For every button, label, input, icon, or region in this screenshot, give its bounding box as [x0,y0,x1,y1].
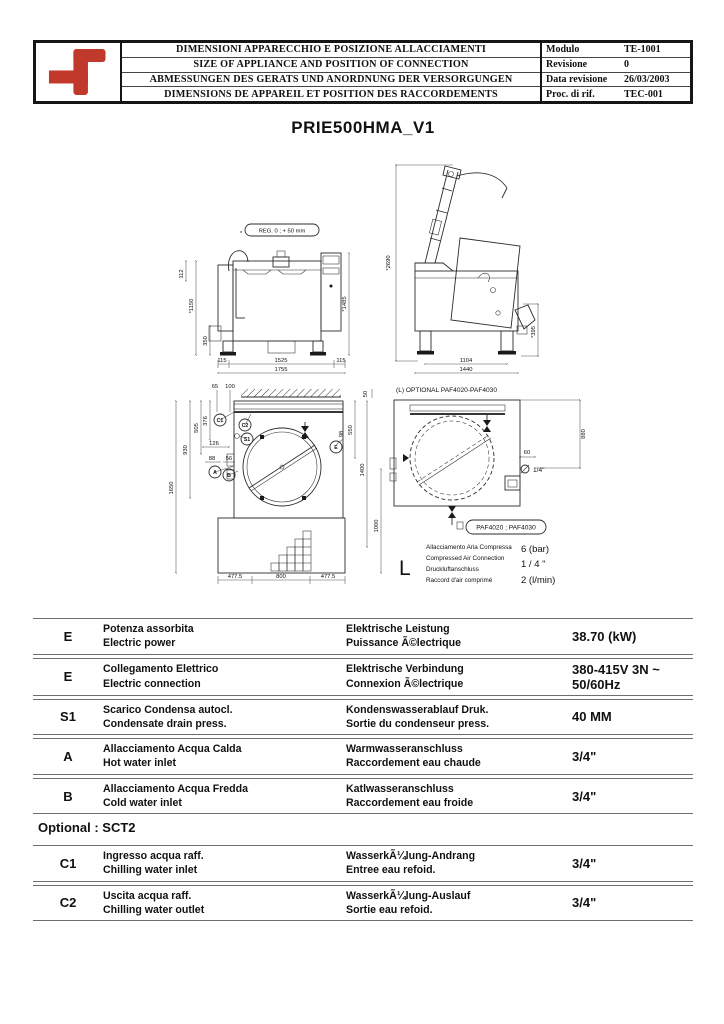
dim-1104: 1104 [459,358,473,364]
bottom-valve-icon [448,506,456,525]
dim-376: 376 [203,416,209,426]
dim-505: 505 [194,423,200,433]
dim-800: 800 [276,574,286,580]
spec-labels-it-en [103,849,346,878]
meta-value: TE-1001 [624,44,661,56]
spec-row-chill-inlet [33,845,693,882]
spec-table [33,618,693,817]
stirrer-arm [425,166,507,263]
label-fr: Entree eau refoid. [346,864,436,877]
spec-code: C1 [59,855,77,871]
air-valve-icon [403,414,491,462]
header-title-fr: DIMENSIONS DE APPAREIL ET POSITION DES RACCORDEMENTS [164,88,498,100]
label-en: Electric power [103,637,176,650]
label-it: Uscita acqua raff. [103,889,192,902]
dim-1755: 1755 [274,367,288,373]
dim-880: 880 [581,429,587,439]
meta-value: 26/03/2003 [624,73,670,85]
meta-value: 0 [624,59,629,71]
label-de: Kondenswasserablauf Druk. [346,703,489,716]
label-it: Allacciamento Acqua Fredda [103,782,249,795]
dim-1525: 1525 [274,358,288,364]
dim-350: 350 [203,336,209,346]
spec-labels-it-en [103,742,346,771]
optional-table [33,845,693,924]
connection-e: E [334,445,338,452]
meta-row-revisione [542,58,690,73]
label-it: Ingresso acqua raff. [103,850,204,862]
header-title-de: ABMESSUNGEN DES GERATS UND ANORDNUNG DER VERSORGUNGEN [122,73,540,88]
spec-labels-it-en [103,703,346,732]
spec-row-power [33,618,693,655]
spec-labels-de-fr [346,849,558,878]
label-fr: Connexion Ã©lectrique [346,678,464,691]
spec-labels-de-fr [346,662,558,692]
label-it: Scarico Condensa autocl. [103,703,233,716]
dim-1400: 1400 [360,463,366,477]
reg-note: REG. 0 ; + 50 mm [258,228,306,235]
air-code: L [399,557,411,580]
spec-labels-de-fr [346,703,558,732]
meta-row-proc [542,87,690,101]
label-it: Potenza assorbita [103,623,194,635]
staircase-grid [271,531,311,571]
connection-c1: C1 [216,418,224,425]
spec-code: A [63,748,73,764]
header-title-block [122,43,542,101]
meta-row-data-revisione [542,73,690,88]
spec-value: 3/4" [572,788,597,804]
spec-labels-it-en [103,622,346,651]
dim-477-right: 477.5 [320,574,336,580]
dim-100: 100 [225,384,235,390]
dim-1650: 1650 [169,481,175,495]
optional-section-heading: Optional : SCT2 [38,820,136,835]
label-fr: Raccordement eau froide [346,797,474,810]
label-fr: Sortie du condenseur press. [346,717,490,730]
air-label-de: Druckluftanschluss [426,566,479,573]
optional-plan-view [390,387,587,534]
label-de: Elektrische Leistung [346,623,450,635]
spec-value: 3/4" [572,895,597,911]
meta-row-modulo [542,43,690,58]
connection-s1: S1 [243,437,251,444]
spec-labels-it-en [103,662,346,692]
label-de: WasserkÃ¼lung-Auslauf [346,889,471,902]
spec-labels-de-fr [346,622,558,651]
label-fr: Raccordement eau chaude [346,757,481,770]
label-it: Collegamento Elettrico [103,662,219,675]
connection-c2: C2 [241,423,249,430]
dim-477-left: 477.5 [227,574,243,580]
spec-code: E [63,669,73,685]
spec-labels-de-fr [346,782,558,811]
spec-code: B [63,788,73,804]
spec-row-connection [33,658,693,696]
page-title: PRIE500HMA_V1 [291,118,435,137]
spec-row-cold-water [33,778,693,815]
label-en: Chilling water inlet [103,864,198,877]
meta-label: Proc. di rif. [546,88,595,100]
dim-65: 65 [211,384,219,390]
dim-1150: *1150 [189,298,195,314]
header-title-en: SIZE OF APPLIANCE AND POSITION OF CONNECTION [122,58,540,73]
firex-logo-shape [49,49,106,95]
spec-labels-it-en [103,889,346,918]
label-en: Condensate drain press. [103,717,227,730]
air-label-it: Allacciamento Aria Compressa [426,544,512,551]
label-de: Warmwasseranschluss [346,743,463,756]
dim-1000: 1000 [374,519,380,533]
dim-98: 98 [339,430,345,438]
paf-badge: PAF4020 ; PAF4030 [476,524,536,532]
connection-b: B [227,473,231,480]
dim-930: 930 [183,445,189,455]
dim-115-left: 115 [217,358,227,364]
spec-row-hot-water [33,738,693,775]
air-label-en: Compressed Air Connection [426,555,505,562]
meta-value: TEC-001 [624,88,663,100]
label-de: Katlwasseranschluss [346,782,454,795]
wall-hatch [241,389,341,397]
technical-drawing [33,158,693,598]
label-it: Allacciamento Acqua Calda [103,743,242,756]
spec-labels-de-fr [346,889,558,918]
label-en: Chilling water outlet [103,903,205,916]
air-value-pressure: 6 (bar) [521,544,549,555]
spec-value: 38.70 (kW) [572,628,637,644]
spec-code: E [63,628,73,644]
spec-row-chill-outlet [33,885,693,922]
plan-view [169,384,381,584]
open-lid [451,238,520,328]
firex-logo-icon [47,46,109,98]
spec-labels-it-en [103,782,346,811]
meta-label: Modulo [546,44,580,56]
label-de: Elektrische Verbindung [346,662,464,675]
spec-value: 380-415V 3N ~ 50/60Hz [572,661,660,692]
dim-550: 550 [348,425,354,435]
dim-50: 50 [363,390,369,398]
connection-a: A [213,470,217,477]
label-en: Hot water inlet [103,757,176,770]
spec-row-drain [33,699,693,736]
dim-2690: *2690 [386,255,392,271]
label-en: Electric connection [103,678,201,691]
spec-value: 40 MM [572,709,612,725]
reg-star: * [240,231,243,237]
spec-value: 3/4" [572,855,597,871]
meta-label: Data revisione [546,73,608,85]
dim-1485: *1485 [342,296,348,312]
dim-56: 56 [225,456,233,462]
dim-1440: 1440 [459,367,473,373]
header-title-it: DIMENSIONI APPARECCHIO E POSIZIONE ALLACCIAMENTI [122,43,540,58]
air-label-fr: Raccord d'air comprimé [426,577,493,584]
label-de: WasserkÃ¼lung-Andrang [346,850,476,862]
optional-caption: (L) OPTIONAL PAF4020-PAF4030 [396,387,498,394]
spec-labels-de-fr [346,742,558,771]
meta-label: Revisione [546,59,588,71]
header-meta-block [542,43,690,101]
dim-126: 126 [209,441,219,447]
air-value-size: 1 / 4 " [521,559,546,570]
spec-code: S1 [60,709,76,725]
dim-quarter-inch: 1/4" [533,467,545,474]
label-en: Cold water inlet [103,797,182,810]
label-fr: Puissance Ã©lectrique [346,637,461,650]
air-value-flow: 2 (l/min) [521,575,556,586]
spec-code: C2 [59,895,77,911]
front-view [179,224,349,373]
brand-logo-cell [36,43,122,101]
side-view [386,165,538,373]
dim-115-right: 115 [336,358,346,364]
spec-value: 3/4" [572,748,597,764]
compressed-air-block [399,544,555,586]
dim-88: 88 [208,456,216,462]
document-header [33,40,693,104]
dim-112: 112 [179,269,185,279]
dim-60: 60 [523,450,531,456]
label-fr: Sortie eau refoid. [346,903,433,916]
dim-395: *395 [531,326,537,338]
